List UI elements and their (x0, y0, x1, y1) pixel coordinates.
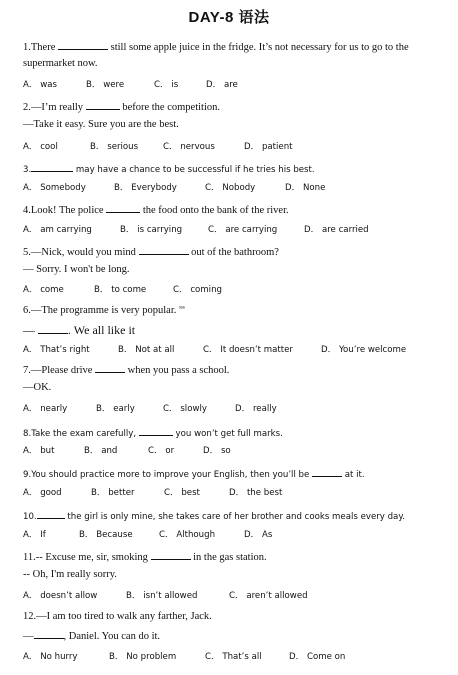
option-c: C． nervous (163, 142, 215, 152)
option-a: A． good (23, 488, 62, 498)
question-11-line-2: -- Oh, I'm really sorry. (23, 569, 117, 580)
option-b: B． better (91, 488, 135, 498)
question-11-line-1: 11.-- Excuse me, sir, smoking in the gas station. (23, 552, 267, 563)
option-c: C． Although (159, 530, 216, 540)
option-b: B． to come (94, 285, 147, 295)
option-c: C． slowly (163, 404, 207, 414)
answer-blank (58, 40, 108, 50)
option-a: A． cool (23, 142, 58, 152)
option-b: B． is carrying (120, 225, 183, 235)
option-d: D． As (244, 530, 273, 540)
question-5-line-2: — Sorry. I won't be long. (23, 264, 130, 275)
option-b: B． Everybody (114, 183, 177, 193)
answer-blank (38, 322, 68, 334)
option-d: D． are (206, 80, 238, 90)
option-a: A． No hurry (23, 652, 78, 662)
question-12-line-1: 12.—I am too tired to walk any farther, Jack. (23, 611, 212, 622)
option-d: D． You’re welcome (321, 345, 407, 355)
option-d: D． are carried (304, 225, 369, 235)
question-7-line-2: —OK. (23, 382, 52, 393)
answer-blank (86, 100, 120, 110)
answer-blank (312, 467, 342, 477)
answer-blank (139, 245, 189, 255)
option-a: A． was (23, 80, 57, 90)
question-2-line-2: —Take it easy. Sure you are the best. (23, 119, 179, 130)
option-b: B． Not at all (118, 345, 175, 355)
answer-blank (31, 162, 73, 172)
answer-blank (151, 550, 191, 560)
option-d: D． so (203, 446, 231, 456)
option-c: C． are carrying (208, 225, 278, 235)
option-a: A． doesn’t allow (23, 591, 98, 601)
answer-blank (34, 629, 64, 639)
option-c: C． coming (173, 285, 222, 295)
option-b: B． Because (79, 530, 133, 540)
answer-blank (106, 203, 140, 213)
question-4-line-1: 4.Look! The police the food onto the bank of the river. (23, 205, 289, 216)
answer-blank (139, 426, 173, 436)
option-d: D． None (285, 183, 326, 193)
answer-blank (37, 509, 65, 519)
option-d: D． patient (244, 142, 293, 152)
option-c: C． best (164, 488, 200, 498)
scribble-mark: sss (179, 305, 185, 311)
question-8-line-1: 8.Take the exam carefully, you won’t get full marks. (23, 426, 283, 439)
question-10-line-1: 10. the girl is only mine, she takes care of her brother and cooks meals every day. (23, 509, 405, 522)
option-c: C． That’s all (205, 652, 262, 662)
option-d: D． the best (229, 488, 283, 498)
question-12-line-2: — , Daniel. You can do it. (23, 631, 161, 642)
question-1-line-1: 1.There still some apple juice in the fridge. It’s not necessary for us to go to the (23, 42, 409, 53)
option-a: A． If (23, 530, 46, 540)
option-a: A． Somebody (23, 183, 86, 193)
option-c: C． It doesn’t matter (203, 345, 293, 355)
question-5-line-1: 5.—Nick, would you mind out of the bathroom? (23, 247, 279, 258)
option-c: C． is (154, 80, 179, 90)
option-a: A． but (23, 446, 55, 456)
option-a: A． am carrying (23, 225, 92, 235)
question-6-line-1: 6.—The programme is very popular. $^{sss}$ (23, 305, 185, 316)
option-b: B． early (96, 404, 135, 414)
option-b: B． were (86, 80, 125, 90)
page-title: DAY-8 语法 (188, 9, 270, 26)
option-a: A． nearly (23, 404, 68, 414)
option-a: A． That’s right (23, 345, 90, 355)
question-9-line-1: 9.You should practice more to improve your English, then you’ll be at it. (23, 467, 365, 480)
question-3-line-1: 3. may have a chance to be successful if he tries his best. (23, 162, 315, 175)
question-7-line-1: 7.—Please drive when you pass a school. (23, 365, 230, 376)
option-a: A． come (23, 285, 64, 295)
option-b: B． No problem (109, 652, 177, 662)
option-b: B． and (84, 446, 118, 456)
question-2-line-1: 2.—I’m really before the competition. (23, 102, 220, 113)
option-c: C． Nobody (205, 183, 256, 193)
option-b: B． serious (90, 142, 139, 152)
option-d: D． Come on (289, 652, 346, 662)
option-c: C． or (148, 446, 175, 456)
option-c: C． aren’t allowed (229, 591, 308, 601)
question-6-line-2: — . We all like it (23, 323, 136, 337)
question-1-line-2: supermarket now. (23, 58, 98, 69)
option-d: D． really (235, 404, 277, 414)
answer-blank (95, 363, 125, 373)
option-b: B． isn’t allowed (126, 591, 198, 601)
